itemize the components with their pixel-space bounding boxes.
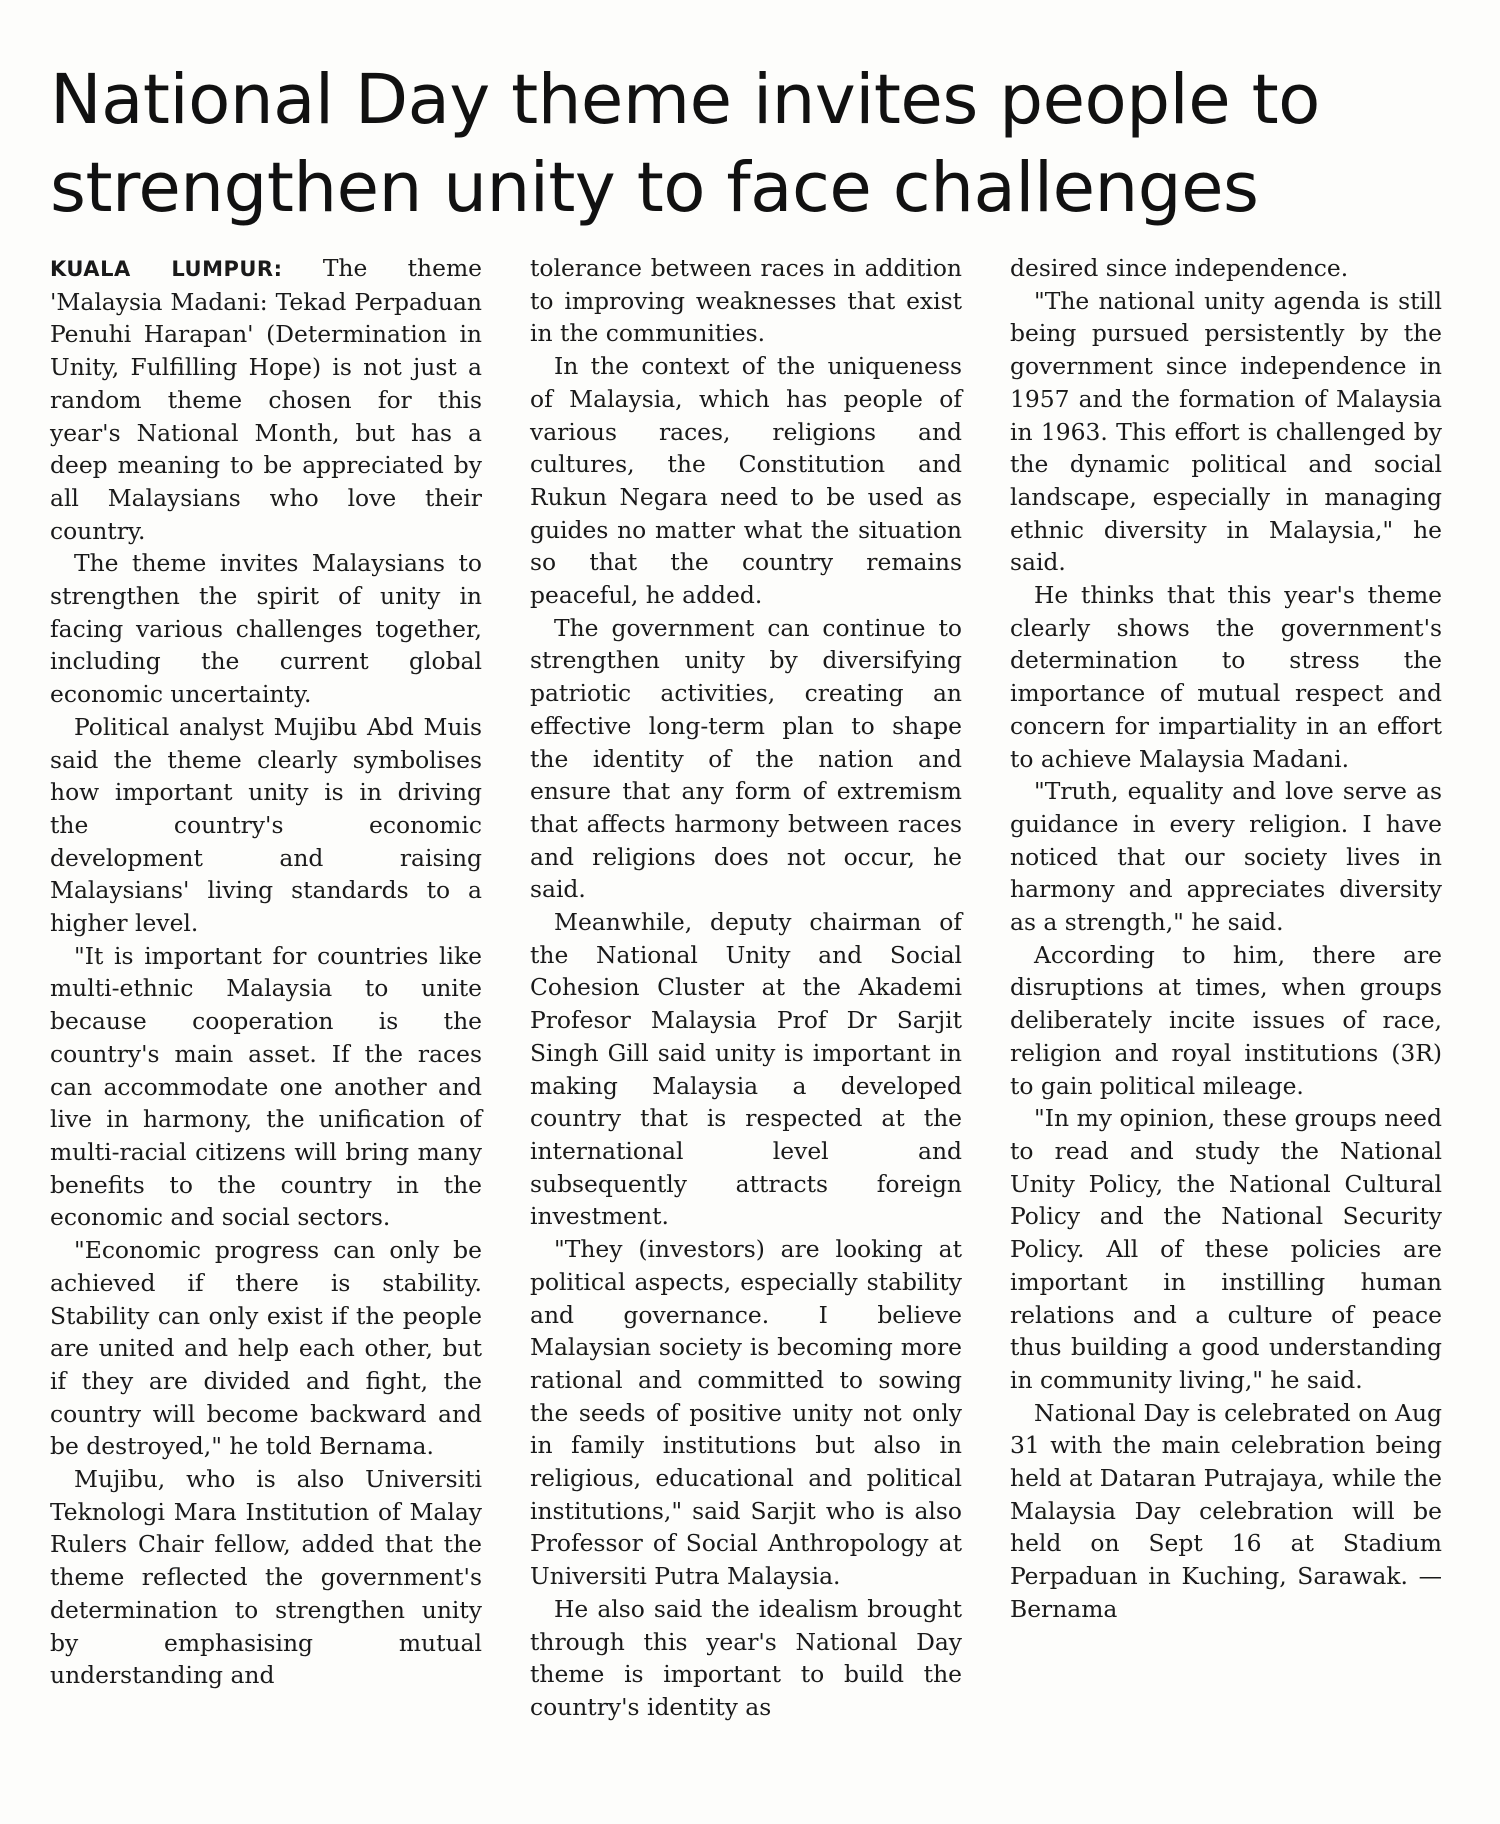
paragraph: In the context of the uniqueness of Malaysia, which has people of various races, religions and cultures, the Constitution and Rukun Negara need to be used as guides no matter what the situation so that the country remains peaceful, he added. — [530, 352, 962, 610]
headline — [50, 56, 1450, 232]
paragraph-text: The theme 'Malaysia Madani: Tekad Perpaduan Penuhi Harapan' (Determination in Unity, Fulfilling Hope) is not just a random theme chosen for this year's National Month, but has a deep meaning to be appreciated by all Malaysians who love their country. — [50, 254, 482, 545]
paragraph: "They (investors) are looking at political aspects, especially stability and governance. I believe Malaysian society is becoming more rational and committed to sowing the seeds of positive unity not only in family institutions but also in religious, educational and political institutions," said Sarjit who is also Professor of Social Anthropology at Universiti Putra Malaysia. — [530, 1235, 962, 1591]
paragraph: National Day is celebrated on Aug 31 with the main celebration being held at Dataran Putrajaya, while the Malaysia Day celebration will be held on Sept 16 at Stadium Perpaduan in Kuching, Sarawak. — Bernama — [1010, 1398, 1442, 1623]
headline-line-1: National Day theme invites people to — [50, 60, 1320, 140]
paragraph: "In my opinion, these groups need to read and study the National Unity Policy, the National Cultural Policy and the National Security Policy. All of these policies are important in instilling human relations and a culture of peace thus building a good understanding in community living," he said. — [1010, 1104, 1442, 1394]
headline-line-2: strengthen unity to face challenges — [50, 148, 1259, 228]
dateline: KUALA LUMPUR: — [50, 257, 283, 281]
paragraph: tolerance between races in addition to improving weaknesses that exist in the communities. — [530, 254, 962, 348]
paragraph: Meanwhile, deputy chairman of the National Unity and Social Cohesion Cluster at the Akademi Profesor Malaysia Prof Dr Sarjit Singh Gill said unity is important in making Malaysia a developed country that is respected at the international level and subsequently attracts foreign investment. — [530, 908, 962, 1231]
paragraph: desired since independence. — [1010, 254, 1349, 282]
paragraph — [50, 252, 482, 547]
paragraph: According to him, there are disruptions at times, when groups deliberately incite issues of race, religion and royal institutions (3R) to gain political mileage. — [1010, 940, 1442, 1100]
column-1 — [50, 252, 482, 1724]
paragraph: Political analyst Mujibu Abd Muis said the theme clearly symbolises how important unity is in driving the country's economic development and raising Malaysians' living standards to a higher level. — [50, 712, 482, 938]
article-body — [50, 252, 1442, 1724]
paragraph: Mujibu, who is also Universiti Teknologi Mara Institution of Malay Rulers Chair fellow, added that the theme reflected the government's determination to strengthen unity by emphasising mutual understanding and — [50, 1465, 482, 1690]
paragraph: The theme invites Malaysians to strengthen the spirit of unity in facing various challenges together, including the current global economic uncertainty. — [50, 549, 482, 709]
paragraph: "The national unity agenda is still being pursued persistently by the government since independence in 1957 and the formation of Malaysia in 1963. This effort is challenged by the dynamic political and social landscape, especially in managing ethnic diversity in Malaysia," he said. — [1010, 286, 1442, 577]
paragraph: "Economic progress can only be achieved if there is stability. Stability can only exist if the people are united and help each other, but if they are divided and fight, the country will become backward and be destroyed," he told Bernama. — [50, 1236, 482, 1461]
paragraph: "It is important for countries like multi-ethnic Malaysia to unite because cooperation is the country's main asset. If the races can accommodate one another and live in harmony, the unification of multi-racial citizens will bring many benefits to the country in the economic and social sectors. — [50, 941, 482, 1232]
paragraph: He thinks that this year's theme clearly shows the government's determination to stress the importance of mutual respect and concern for impartiality in an effort to achieve Malaysia Madani. — [1010, 581, 1442, 773]
column-2 — [530, 252, 962, 1724]
paragraph: The government can continue to strengthen unity by diversifying patriotic activities, creating an effective long-term plan to shape the identity of the nation and ensure that any form of extremism that affects harmony between races and religions does not occur, he said. — [530, 613, 962, 904]
paragraph: He also said the idealism brought through this year's National Day theme is important to build the country's identity as — [530, 1594, 962, 1721]
column-3 — [1010, 252, 1442, 1724]
paragraph: "Truth, equality and love serve as guidance in every religion. I have noticed that our society lives in harmony and appreciates diversity as a strength," he said. — [1010, 777, 1442, 937]
